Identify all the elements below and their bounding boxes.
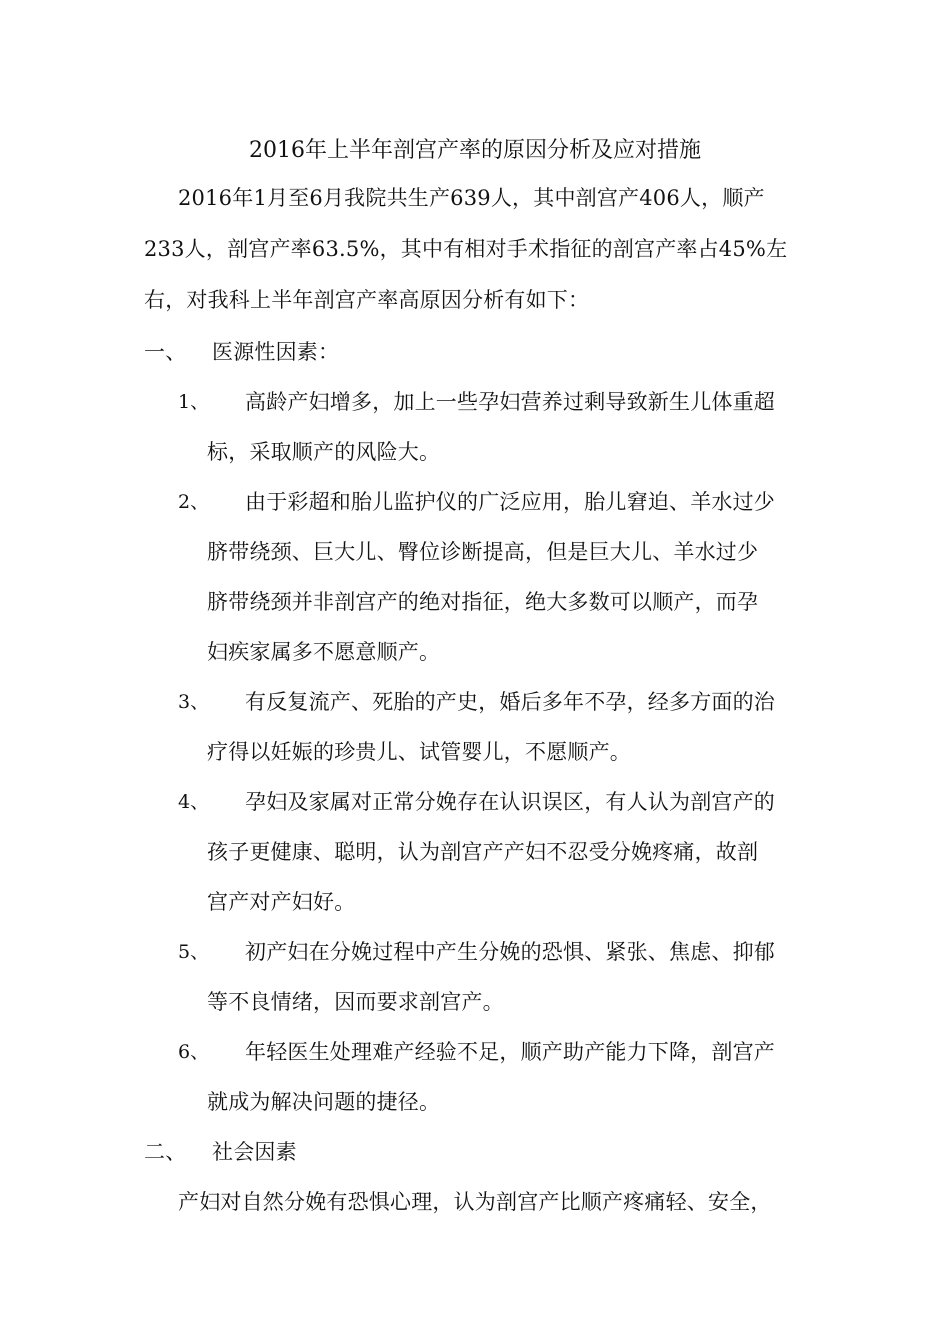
item-2-line-1: 由于彩超和胎儿监护仪的广泛应用，胎儿窘迫、羊水过少 xyxy=(245,490,775,514)
item-2-line-3: 脐带绕颈并非剖宫产的绝对指征，绝大多数可以顺产，而孕 xyxy=(207,590,759,614)
item-number-2: 2、 xyxy=(178,491,210,513)
item-5-line-2: 等不良情绪，因而要求剖宫产。 xyxy=(207,990,504,1014)
item-number-3: 3、 xyxy=(178,691,210,713)
item-3-line-1: 有反复流产、死胎的产史，婚后多年不孕，经多方面的治 xyxy=(245,690,775,714)
section1-number: 一、 xyxy=(144,340,187,364)
item-2-line-2: 脐带绕颈、巨大儿、臀位诊断提高，但是巨大儿、羊水过少 xyxy=(207,540,759,564)
section2-paragraph-line-1: 产妇对自然分娩有恐惧心理，认为剖宫产比顺产疼痛轻、安全， xyxy=(178,1190,772,1214)
section1-heading: 医源性因素： xyxy=(212,340,340,364)
item-number-4: 4、 xyxy=(178,791,210,813)
item-4-line-1: 孕妇及家属对正常分娩存在认识误区，有人认为剖宫产的 xyxy=(245,790,775,814)
item-4-line-3: 宫产对产妇好。 xyxy=(207,890,356,914)
item-number-6: 6、 xyxy=(178,1041,210,1063)
section2-heading: 社会因素 xyxy=(212,1140,297,1164)
item-1-line-1: 高龄产妇增多，加上一些孕妇营养过剩导致新生儿体重超 xyxy=(245,390,775,414)
item-number-1: 1、 xyxy=(178,391,210,413)
intro-line-1: 2016年1月至6月我院共生产639人，其中剖宫产406人，顺产 xyxy=(178,186,765,210)
document-title: 2016年上半年剖宫产率的原因分析及应对措施 xyxy=(249,138,701,163)
intro-line-2: 233人，剖宫产率63.5%，其中有相对手术指征的剖宫产率占45%左 xyxy=(144,237,788,261)
item-1-line-2: 标，采取顺产的风险大。 xyxy=(207,440,441,464)
item-3-line-2: 疗得以妊娠的珍贵儿、试管婴儿，不愿顺产。 xyxy=(207,740,631,764)
item-6-line-1: 年轻医生处理难产经验不足，顺产助产能力下降，剖宫产 xyxy=(245,1040,775,1064)
section2-number: 二、 xyxy=(144,1140,187,1164)
item-6-line-2: 就成为解决问题的捷径。 xyxy=(207,1090,441,1114)
item-5-line-1: 初产妇在分娩过程中产生分娩的恐惧、紧张、焦虑、抑郁 xyxy=(245,940,775,964)
item-number-5: 5、 xyxy=(178,941,210,963)
item-4-line-2: 孩子更健康、聪明，认为剖宫产产妇不忍受分娩疼痛，故剖 xyxy=(207,840,759,864)
item-2-line-4: 妇疾家属多不愿意顺产。 xyxy=(207,640,441,664)
intro-line-3: 右，对我科上半年剖宫产率高原因分析有如下： xyxy=(144,288,590,312)
